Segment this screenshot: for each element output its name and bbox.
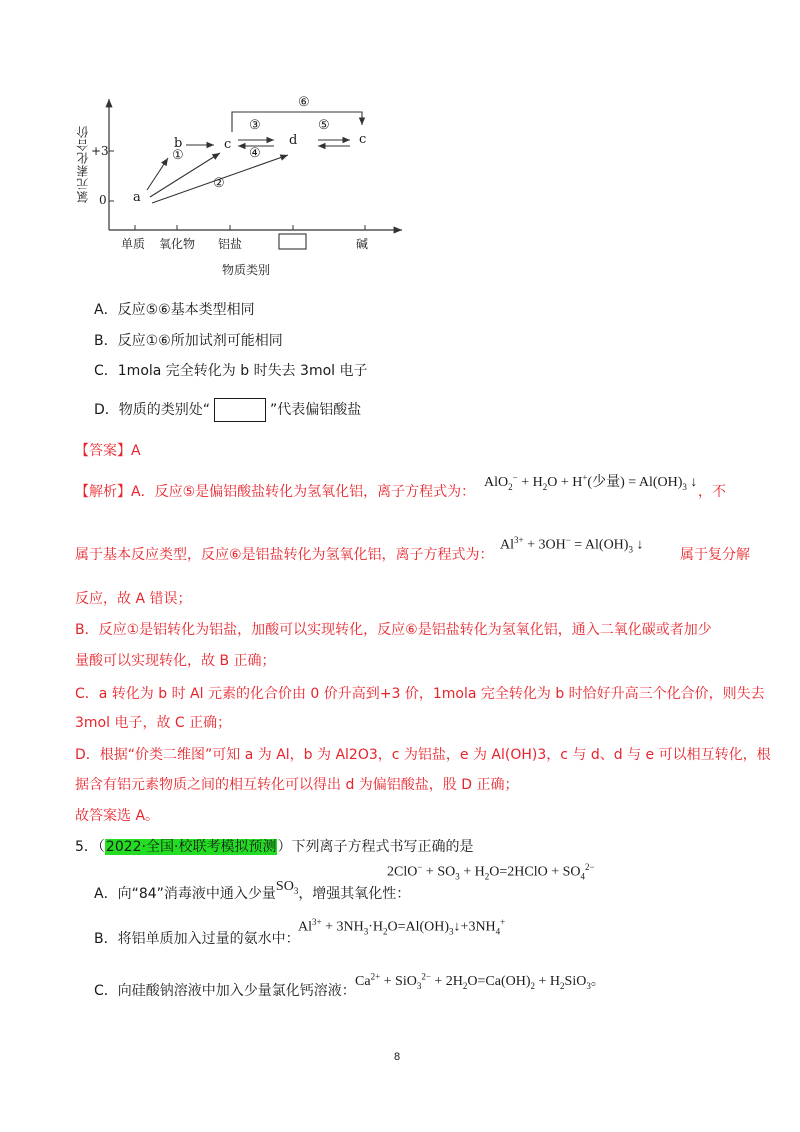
analysis-line-1-end: ，不 [698,484,726,500]
option-d: D．物质的类别处“ ”代表偏铝酸盐 [94,398,361,422]
option-a: A．反应⑤⑥基本类型相同 [94,302,255,318]
question-5-stem: 5．（2022·全国·校联考模拟预测）下列离子方程式书写正确的是 [75,839,474,855]
node-a: a [133,190,141,205]
analysis-line-6: C．a 转化为 b 时 Al 元素的化合价由 0 价升高到+3 价，1mola 完全转化为 b 时恰好升高三个化合价，则失去 [75,686,765,702]
node-c2: c [359,132,367,147]
marker-1: ① [172,148,184,163]
marker-6: ⑥ [298,95,310,110]
analysis-line-8: D．根据“价类二维图”可知 a 为 Al，b 为 Al2O3，c 为铝盐，e 为 Al(OH)3，c 与 d、d 与 e 可以相互转化，根 [75,747,771,763]
y-axis-label: 氯元素化合价 [76,125,90,203]
node-b: b [174,136,183,151]
analysis-line-1: 【解析】A．反应⑤是偏铝酸盐转化为氢氧化铝，离子方程式为： [75,484,476,500]
x-tick-base: 碱 [356,237,369,251]
blank-box [214,398,266,422]
analysis-line-10: 故答案选 A。 [75,808,160,824]
analysis-line-2-end: 属于复分解 [680,547,750,563]
analysis-line-3: 反应，故 A 错误； [75,591,192,607]
x-tick-elemental: 单质 [121,237,146,251]
formula-alo2: $AlO_2^- + H_2O + H^+$(少量) = $Al(OH)_3$ ↓ [484,472,698,492]
analysis-line-5: 量酸可以实现转化，故 B 正确； [75,653,276,669]
y-tick-zero: 0 [99,193,107,207]
q5-option-b: B．将铝单质加入过量的氨水中： [94,931,300,947]
formula-al3: $Al^{3+} + 3OH^- = Al(OH)_3$ ↓ [500,535,644,555]
marker-4: ④ [249,146,261,161]
x-tick-aluminum-salt: 铝盐 [218,237,243,251]
valence-class-diagram [60,85,420,285]
node-d: d [289,133,298,148]
analysis-line-7: 3mol 电子，故 C 正确； [75,715,232,731]
y-tick-plus3: +3 [91,144,109,158]
analysis-line-2: 属于基本反应类型，反应⑥是铝盐转化为氢氧化铝，离子方程式为： [75,547,494,563]
option-c: C．1mola 完全转化为 b 时失去 3mol 电子 [94,363,368,379]
so3-label: $SO_3$ [275,879,299,896]
q5-option-a: A．向“84”消毒液中通入少量$SO_3$，增强其氧化性： [94,879,411,902]
node-c: c [224,137,232,152]
x-tick-oxide: 氧化物 [159,237,196,251]
source-tag: 2022·全国·校联考模拟预测 [105,839,277,855]
marker-3: ③ [249,118,261,133]
page-number: 8 [394,1051,401,1063]
analysis-line-4: B．反应①是铝转化为铝盐，加酸可以实现转化，反应⑥是铝盐转化为氢氧化铝，通入二氧化碳或者加少 [75,622,712,638]
analysis-line-9: 据含有铝元素物质之间的相互转化可以得出 d 为偏铝酸盐，股 D 正确； [75,777,519,793]
marker-2: ② [213,176,225,191]
arrow-a-c [150,153,220,197]
formula-b: $Al^{3+}$ + $3NH_3\cdot H_2O=Al(OH)_3↓+3NH_4^+$ [298,917,506,937]
q5-option-c: C．向硅酸钠溶液中加入少量氯化钙溶液： [94,983,356,999]
marker-5: ⑤ [318,118,330,133]
arrow-1 [147,158,168,190]
blank-category-box [279,234,306,249]
answer: 【答案】A [75,443,141,459]
option-b: B．反应①⑥所加试剂可能相同 [94,333,283,349]
formula-a: $2ClO^- + SO_3$ + $H_2O=2HClO + SO_4^{2-}$ [387,862,595,882]
x-axis-label: 物质类别 [222,263,271,277]
formula-c: $Ca^{2+} + SiO_3^{2-} + 2H_2O=Ca(OH)_2 + H_2SiO_3$。 [355,971,605,991]
